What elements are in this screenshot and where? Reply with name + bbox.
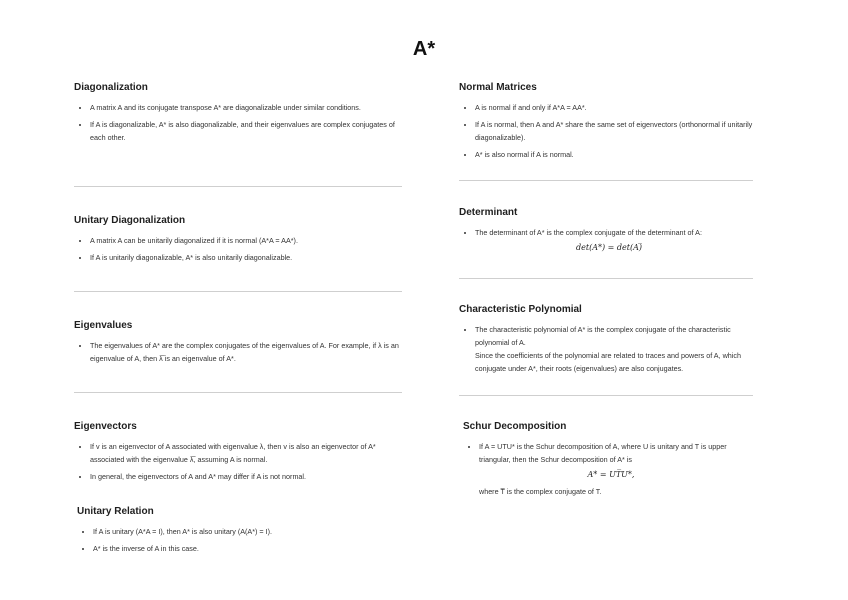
divider: [74, 392, 402, 393]
section-heading: Eigenvectors: [74, 421, 137, 432]
section-characteristic-polynomial: [459, 304, 759, 379]
list-item: • A* is the inverse of A in this case.: [93, 542, 407, 555]
list-item: • A* is also normal if A is normal.: [475, 148, 759, 161]
section-heading: Normal Matrices: [459, 82, 537, 93]
section-heading: Unitary Relation: [77, 506, 154, 517]
section-unitary-diagonalization: [74, 215, 404, 268]
section-determinant: [459, 207, 759, 254]
charpoly-text: The characteristic polynomial of A* is the complex conjugate of the characteristic polynomial of A.: [475, 325, 731, 347]
list-item: • If A is diagonalizable, A* is also diagonalizable, and their eigenvalues are complex conjugates of each other.: [90, 118, 404, 144]
divider: [74, 291, 402, 292]
section-eigenvectors: [74, 421, 404, 487]
section-normal-matrices: [459, 82, 759, 165]
divider: [74, 186, 402, 187]
charpoly-note: Since the coefficients of the polynomial are related to traces and powers of A, which conjugate under A*, their roots (eigenvalues) are also conjugates.: [475, 351, 741, 373]
list-item: • The eigenvalues of A* are the complex conjugates of the eigenvalues of A. For example, if λ is an eigenvalue of A, then λ̅ is an eigenvalue of A*.: [90, 339, 404, 365]
list-item: • If A is normal, then A and A* share the same set of eigenvectors (orthonormal if unitarily diagonalizable).: [475, 118, 759, 144]
list-item: • If A is unitary (A*A = I), then A* is also unitary (A(A*) = I).: [93, 525, 407, 538]
divider: [459, 395, 753, 396]
list-item: • If A is unitarily diagonalizable, A* is also unitarily diagonalizable.: [90, 251, 404, 264]
list-item: • A matrix A can be unitarily diagonalized if it is normal (A*A = AA*).: [90, 234, 404, 247]
section-unitary-relation: [77, 506, 407, 559]
section-diagonalization: [74, 82, 404, 148]
section-schur-decomposition: [463, 421, 759, 498]
section-heading: Unitary Diagonalization: [74, 215, 186, 226]
schur-equation: A* = UT̅U*,: [587, 470, 635, 479]
list-item: • The determinant of A* is the complex conjugate of the determinant of A:: [475, 226, 759, 239]
section-heading: Eigenvalues: [74, 320, 133, 331]
list-item: • If A = UTU* is the Schur decomposition of A, where U is unitary and T is upper triangular, then the Schur decomposition of A* is: [479, 440, 759, 466]
list-item: • A matrix A and its conjugate transpose A* are diagonalizable under similar conditions.: [90, 101, 404, 114]
list-item: • In general, the eigenvectors of A and A* may differ if A is not normal.: [90, 470, 404, 483]
section-heading: Characteristic Polynomial: [459, 304, 582, 315]
determinant-equation: det(A*) = det(A)̅: [576, 243, 642, 252]
section-heading: Schur Decomposition: [463, 421, 567, 432]
list-item: • A is normal if and only if A*A = AA*.: [475, 101, 759, 114]
list-item: • If v is an eigenvector of A associated with eigenvalue λ, then v is also an eigenvector of A* associated with the eigenvalue λ̅, assuming A is normal.: [90, 440, 404, 466]
page-title: A*: [412, 38, 436, 60]
divider: [459, 180, 753, 181]
section-heading: Diagonalization: [74, 82, 148, 93]
divider: [459, 278, 753, 279]
section-eigenvalues: [74, 320, 404, 369]
section-heading: Determinant: [459, 207, 518, 218]
schur-note: where T̅ is the complex conjugate of T.: [479, 487, 602, 496]
list-item: [475, 323, 759, 375]
